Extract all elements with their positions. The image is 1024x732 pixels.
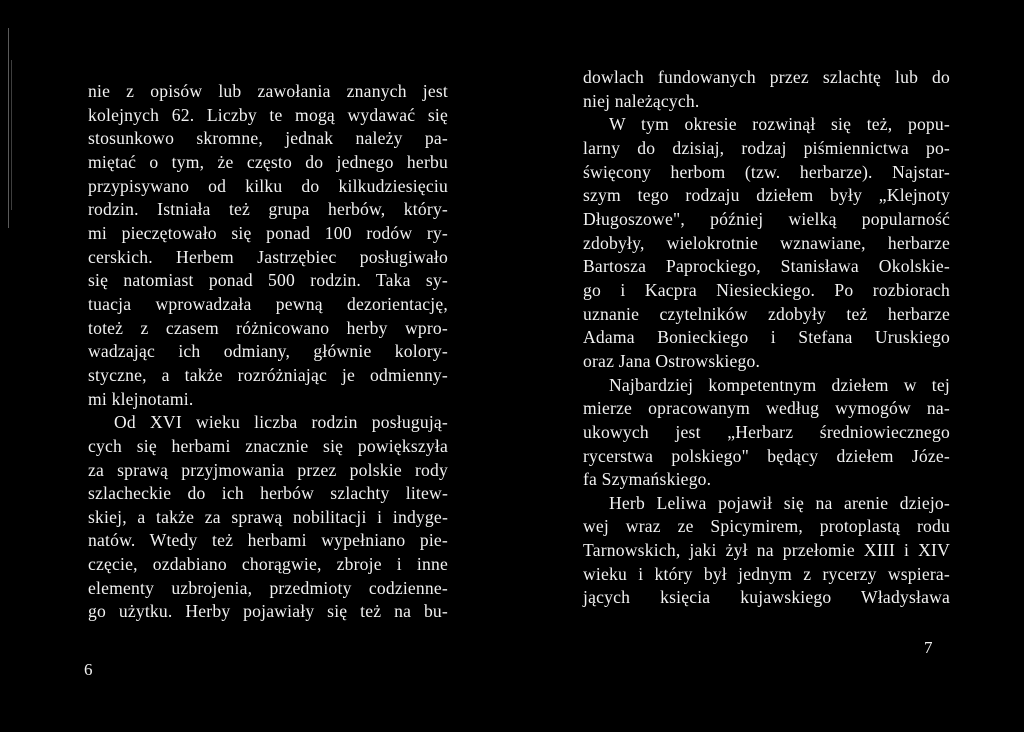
text-line: rodzin. Istniała też grupa herbów, który- bbox=[88, 199, 448, 220]
text-line: fa Szymańskiego. bbox=[583, 469, 712, 490]
text-line: W tym okresie rozwinął się też, popu- bbox=[609, 114, 950, 135]
text-line: larny do dzisiaj, rodzaj piśmiennictwa po- bbox=[583, 137, 950, 158]
text-line: kolejnych 62. Liczby te mogą wydawać się bbox=[88, 104, 448, 125]
text-line: cych się herbami znacznie się powiększyła bbox=[88, 435, 448, 456]
text-line: Adama Bonieckiego i Stefana Uruskiego bbox=[583, 327, 950, 348]
right-page-number: 7 bbox=[924, 638, 933, 657]
text-line: nie z opisów lub zawołania znanych jest bbox=[88, 81, 448, 101]
text-line: Najbardziej kompetentnym dziełem w tej bbox=[609, 374, 950, 395]
right-page bbox=[512, 0, 1024, 732]
text-line: oraz Jana Ostrowskiego. bbox=[583, 350, 761, 371]
text-line: święcony herbom (tzw. herbarze). Najstar- bbox=[583, 161, 950, 182]
text-line: szym tego rodzaju dziełem były „Klejnoty bbox=[583, 185, 950, 206]
text-line: elementy uzbrojenia, przedmioty codzienne- bbox=[88, 577, 448, 598]
text-line: Herb Leliwa pojawił się na arenie dziejo- bbox=[609, 492, 950, 513]
text-line: mi pieczętowało się ponad 100 rodów ry- bbox=[88, 222, 448, 243]
text-line: wej wraz ze Spicymirem, protoplastą rodu bbox=[583, 516, 950, 537]
text-line: mi klejnotami. bbox=[88, 388, 194, 409]
text-line: skiej, a także za sprawą nobilitacji i indyge- bbox=[88, 506, 448, 527]
text-line: częcie, ozdabiano chorągwie, zbroje i inne bbox=[88, 554, 448, 575]
left-page-number: 6 bbox=[84, 660, 93, 679]
right-page-body-text bbox=[583, 66, 950, 610]
left-page-body-text bbox=[88, 80, 448, 624]
text-line: się natomiast ponad 500 rodzin. Taka sy- bbox=[88, 270, 448, 291]
text-line: niej należących. bbox=[583, 90, 700, 111]
text-line: natów. Wtedy też herbami wypełniano pie- bbox=[88, 530, 448, 551]
text-line: mierze opracowanym według wymogów na- bbox=[583, 398, 950, 419]
scan-edge-line bbox=[8, 28, 9, 228]
text-line: wadzając ich odmiany, głównie kolory- bbox=[88, 341, 448, 362]
text-line: Tarnowskich, jaki żył na przełomie XIII i XIV bbox=[583, 540, 950, 561]
text-line: toteż z czasem różnicowano herby wpro- bbox=[88, 317, 448, 338]
text-line: ukowych jest „Herbarz średniowiecznego bbox=[583, 421, 950, 442]
text-line: zdobyły, wielokrotnie wznawiane, herbarze bbox=[583, 232, 950, 253]
text-line: styczne, a także rozróżniając je odmienny- bbox=[88, 364, 448, 385]
text-line: jących księcia kujawskiego Władysława bbox=[583, 587, 950, 608]
text-line: przypisywano od kilku do kilkudziesięciu bbox=[88, 175, 448, 196]
text-line: miętać o tym, że często do jednego herbu bbox=[88, 151, 448, 172]
text-line: szlacheckie do ich herbów szlachty litew- bbox=[88, 483, 448, 504]
text-line: Od XVI wieku liczba rodzin posługują- bbox=[114, 412, 448, 433]
text-line: Bartosza Paprockiego, Stanisława Okolskie- bbox=[583, 256, 950, 277]
text-line: uznanie czytelników zdobyły też herbarze bbox=[583, 303, 950, 324]
text-line: dowlach fundowanych przez szlachtę lub do bbox=[583, 67, 950, 87]
text-line: stosunkowo skromne, jednak należy pa- bbox=[88, 128, 448, 149]
text-line: go użytku. Herby pojawiały się też na bu- bbox=[88, 601, 448, 622]
text-line: Długoszowe", później wielką popularność bbox=[583, 208, 950, 229]
text-line: za sprawą przyjmowania przez polskie rody bbox=[88, 459, 448, 480]
text-line: tuacja wprowadzała pewną dezorientację, bbox=[88, 293, 448, 314]
scan-edge-line bbox=[11, 60, 12, 210]
text-line: wieku i który był jednym z rycerzy wspiera- bbox=[583, 563, 950, 584]
text-line: cerskich. Herbem Jastrzębiec posługiwało bbox=[88, 246, 448, 267]
text-line: go i Kacpra Niesieckiego. Po rozbiorach bbox=[583, 279, 950, 300]
text-line: rycerstwa polskiego" będący dziełem Józe- bbox=[583, 445, 950, 466]
